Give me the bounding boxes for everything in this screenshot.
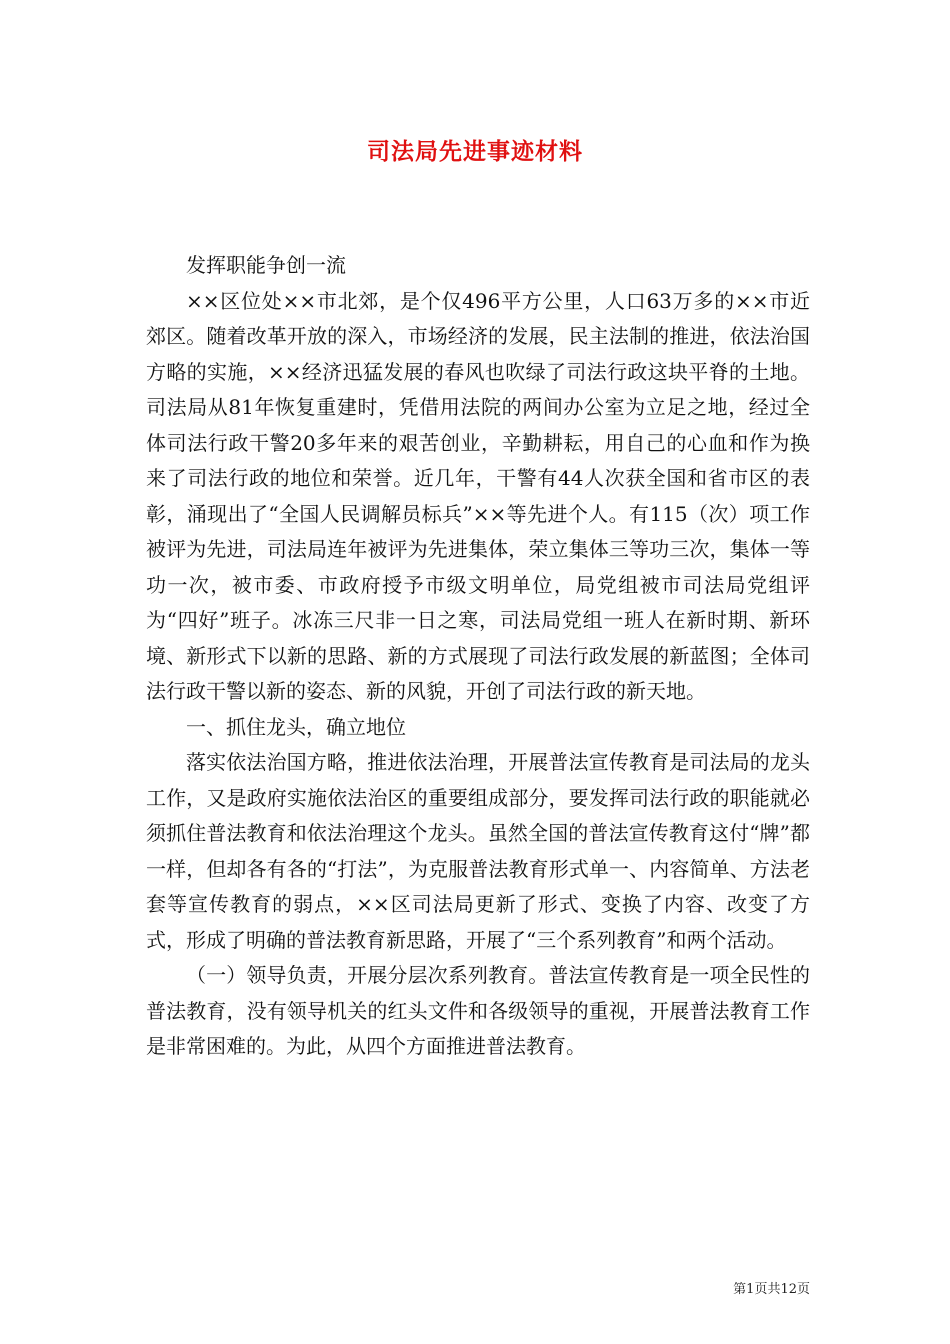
- page-number: 第1页共12页: [733, 1282, 810, 1297]
- paragraph-intro: ××区位处××市北郊，是个仅496平方公里，人口63万多的××市近郊区。随着改革开放的深入，市场经济的发展，民主法制的推进，依法治国方略的实施，××经济迅猛发展的春风也吹绿了司法行政这块平脊的土地。司法局从81年恢复重建时，凭借用法院的两间办公室为立足之地，经过全体司法行政干警20多年来的艰苦创业，辛勤耕耘，用自己的心血和作为换来了司法行政的地位和荣誉。近几年，干警有44人次获全国和省市区的表彰，涌现出了“全国人民调解员标兵”××等先进个人。有115（次）项工作被评为先进，司法局连年被评为先进集体，荣立集体三等功三次，集体一等功一次，被市委、市政府授予市级文明单位，局党组被市司法局党组评为“四好”班子。冰冻三尺非一日之寒，司法局党组一班人在新时期、新环境、新形式下以新的思路、新的方式展现了司法行政发展的新蓝图；全体司法行政干警以新的姿态、新的风貌，开创了司法行政的新天地。: [146, 288, 810, 703]
- section-heading-1: 一、抓住龙头，确立地位: [186, 714, 406, 739]
- paragraph-section-1: 落实依法治国方略，推进依法治理，开展普法宣传教育是司法局的龙头工作，又是政府实施依法治区的重要组成部分，要发挥司法行政的职能就必须抓住普法教育和依法治理这个龙头。虽然全国的普法宣传教育这付“牌”都一样，但却各有各的“打法”，为克服普法教育形式单一、内容简单、方法老套等宣传教育的弱点，××区司法局更新了形式、变换了内容、改变了方式，形成了明确的普法教育新思路，开展了“三个系列教育”和两个活动。: [146, 750, 810, 952]
- document-title: 司法局先进事迹材料: [367, 138, 583, 165]
- document-body: [146, 248, 810, 1065]
- paragraph-subsection-1: （一）领导负责，开展分层次系列教育。普法宣传教育是一项全民性的普法教育，没有领导机关的红头文件和各级领导的重视，开展普法教育工作是非常困难的。为此，从四个方面推进普法教育。: [146, 963, 810, 1058]
- paragraph-subtitle: 发挥职能争创一流: [186, 253, 346, 277]
